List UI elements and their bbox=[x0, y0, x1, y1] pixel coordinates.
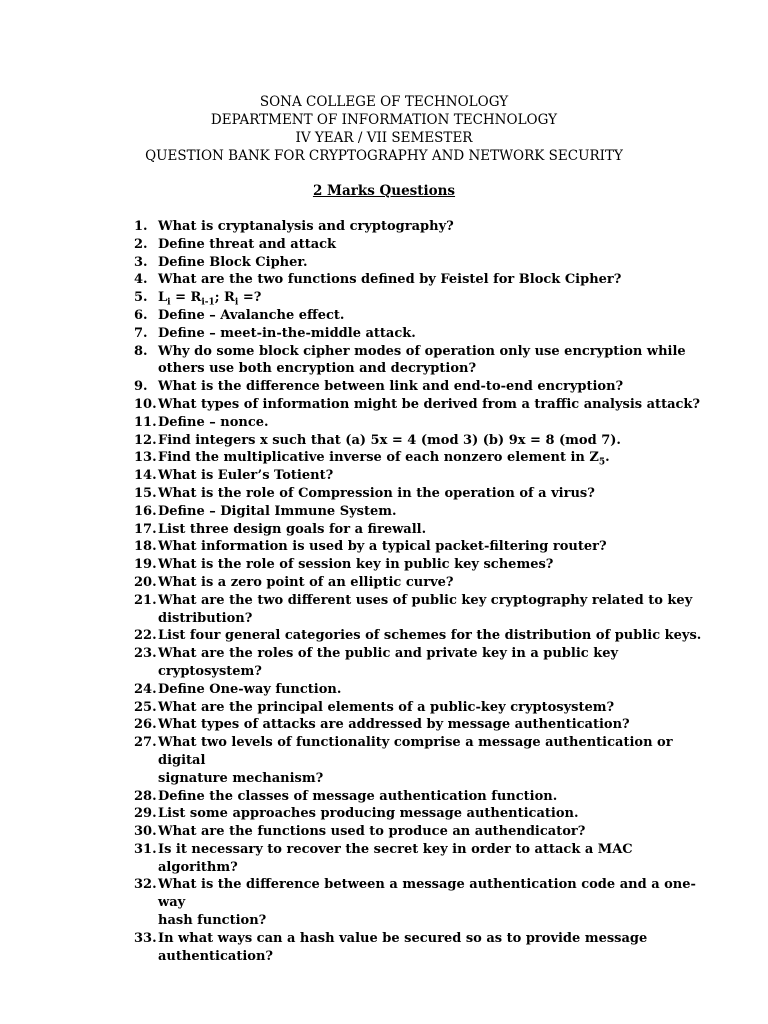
question-number: 18. bbox=[134, 539, 157, 555]
question-text: What are the two different uses of public key cryptography related to key distribution? bbox=[158, 592, 693, 626]
question-text: List four general categories of schemes for the distribution of public keys. bbox=[158, 628, 702, 644]
question-item bbox=[0, 254, 768, 272]
question-number: 33. bbox=[134, 930, 157, 946]
question-text: Define – Avalanche effect. bbox=[158, 307, 345, 323]
question-item bbox=[0, 930, 768, 966]
question-item bbox=[0, 841, 768, 877]
question-text: What is a zero point of an elliptic curve? bbox=[158, 574, 454, 590]
question-text: Find the multiplicative inverse of each nonzero element in $Z_5$. bbox=[158, 450, 610, 468]
question-number: 10. bbox=[134, 396, 157, 412]
question-number: 31. bbox=[134, 841, 157, 857]
question-text: What types of information might be derived from a traffic analysis attack? bbox=[158, 396, 701, 412]
question-text: Define – meet-in-the-middle attack. bbox=[158, 325, 416, 341]
question-item bbox=[0, 271, 768, 289]
question-item bbox=[0, 414, 768, 432]
question-number: 19. bbox=[134, 557, 157, 573]
question-item bbox=[0, 645, 768, 681]
question-text: What information is used by a typical packet-filtering router? bbox=[158, 539, 607, 555]
question-number: 23. bbox=[134, 646, 157, 662]
question-text: What types of attacks are addressed by message authentication? bbox=[158, 717, 630, 733]
question-text: Define threat and attack bbox=[158, 236, 337, 252]
department-name: DEPARTMENT OF INFORMATION TECHNOLOGY bbox=[210, 112, 558, 128]
question-item bbox=[0, 627, 768, 645]
question-number: 28. bbox=[134, 788, 157, 804]
question-item bbox=[0, 556, 768, 574]
question-text: What are the functions used to produce an authendicator? bbox=[158, 824, 586, 840]
question-number: 8. bbox=[134, 343, 148, 359]
question-number: 27. bbox=[134, 735, 157, 751]
question-text: List some approaches producing message authentication. bbox=[158, 806, 579, 822]
question-item bbox=[0, 681, 768, 699]
question-number: 21. bbox=[134, 592, 157, 608]
question-text: Define – nonce. bbox=[158, 414, 269, 430]
question-item bbox=[0, 467, 768, 485]
question-item bbox=[0, 699, 768, 717]
question-item bbox=[0, 823, 768, 841]
question-text: What is the difference between link and end-to-end encryption? bbox=[158, 379, 624, 395]
question-number: 13. bbox=[134, 450, 157, 466]
college-name: SONA COLLEGE OF TECHNOLOGY bbox=[259, 94, 509, 110]
question-number: 30. bbox=[134, 824, 157, 840]
question-text: Is it necessary to recover the secret key in order to attack a MAC algorithm? bbox=[158, 841, 633, 875]
question-item bbox=[0, 805, 768, 823]
question-item bbox=[0, 307, 768, 325]
question-item bbox=[0, 734, 768, 787]
question-item bbox=[0, 538, 768, 556]
question-number: 14. bbox=[134, 468, 157, 484]
question-text: Why do some block cipher modes of operation only use encryption while others use both encryption and decryption? bbox=[158, 343, 686, 377]
question-text: What is cryptanalysis and cryptography? bbox=[158, 219, 454, 234]
question-text: What is the role of session key in public key schemes? bbox=[158, 557, 554, 573]
question-number: 9. bbox=[134, 379, 148, 395]
question-item bbox=[0, 788, 768, 806]
question-list bbox=[0, 218, 768, 965]
question-number: 15. bbox=[134, 485, 157, 501]
question-text: In what ways can a hash value be secured so as to provide message authentication? bbox=[158, 930, 648, 964]
question-item bbox=[0, 378, 768, 396]
question-item bbox=[0, 521, 768, 539]
question-item bbox=[0, 449, 768, 467]
question-number: 5. bbox=[134, 290, 148, 306]
question-number: 4. bbox=[134, 272, 148, 288]
question-text: What are the roles of the public and private key in a public key cryptosystem? bbox=[158, 646, 619, 679]
document-title: QUESTION BANK FOR CRYPTOGRAPHY AND NETWORK SECURITY bbox=[145, 148, 623, 164]
question-number: 25. bbox=[134, 699, 157, 715]
question-item bbox=[0, 218, 768, 236]
question-number: 2. bbox=[134, 236, 148, 252]
question-item bbox=[0, 503, 768, 521]
question-item bbox=[0, 876, 768, 929]
question-text: What are the two functions defined by Feistel for Block Cipher? bbox=[158, 272, 622, 288]
question-number: 7. bbox=[134, 325, 148, 341]
question-text: Define – Digital Immune System. bbox=[158, 503, 397, 519]
question-text: List three design goals for a firewall. bbox=[158, 521, 427, 537]
question-item bbox=[0, 325, 768, 343]
question-number: 20. bbox=[134, 574, 157, 590]
question-number: 1. bbox=[134, 219, 148, 234]
question-item bbox=[0, 289, 768, 307]
question-number: 6. bbox=[134, 307, 148, 323]
year-semester: IV YEAR / VII SEMESTER bbox=[295, 130, 473, 146]
question-number: 11. bbox=[134, 414, 157, 430]
question-text: Find integers x such that (a) 5x = 4 (mod 3) (b) 9x = 8 (mod 7). bbox=[158, 432, 621, 448]
question-number: 3. bbox=[134, 254, 148, 270]
question-number: 22. bbox=[134, 628, 157, 644]
question-item bbox=[0, 432, 768, 450]
section-title: 2 Marks Questions bbox=[312, 183, 456, 199]
question-number: 16. bbox=[134, 503, 157, 519]
question-text: What is the difference between a message authentication code and a one-way hash function? bbox=[158, 877, 696, 929]
question-text: Define Block Cipher. bbox=[158, 254, 308, 270]
question-number: 26. bbox=[134, 717, 157, 733]
question-number: 24. bbox=[134, 681, 157, 697]
question-number: 17. bbox=[134, 521, 157, 537]
question-text: Define One-way function. bbox=[158, 681, 342, 697]
question-item bbox=[0, 236, 768, 254]
question-item bbox=[0, 343, 768, 379]
question-text: What is the role of Compression in the operation of a virus? bbox=[158, 485, 595, 501]
question-text: What are the principal elements of a public-key cryptosystem? bbox=[158, 699, 615, 715]
question-text: $L_i = R_{i-1}$; $R_i$ =? bbox=[158, 290, 262, 308]
document-header bbox=[0, 93, 768, 165]
question-item bbox=[0, 716, 768, 734]
question-item bbox=[0, 485, 768, 503]
question-item bbox=[0, 574, 768, 592]
question-text: What is Euler’s Totient? bbox=[158, 468, 334, 484]
question-text: What two levels of functionality comprise a message authentication or digital signature mechanism? bbox=[158, 735, 673, 786]
question-number: 29. bbox=[134, 806, 157, 822]
question-text: Define the classes of message authentication function. bbox=[158, 788, 558, 804]
question-item bbox=[0, 592, 768, 628]
question-item bbox=[0, 396, 768, 414]
question-number: 12. bbox=[134, 432, 157, 448]
question-number: 32. bbox=[134, 877, 157, 893]
